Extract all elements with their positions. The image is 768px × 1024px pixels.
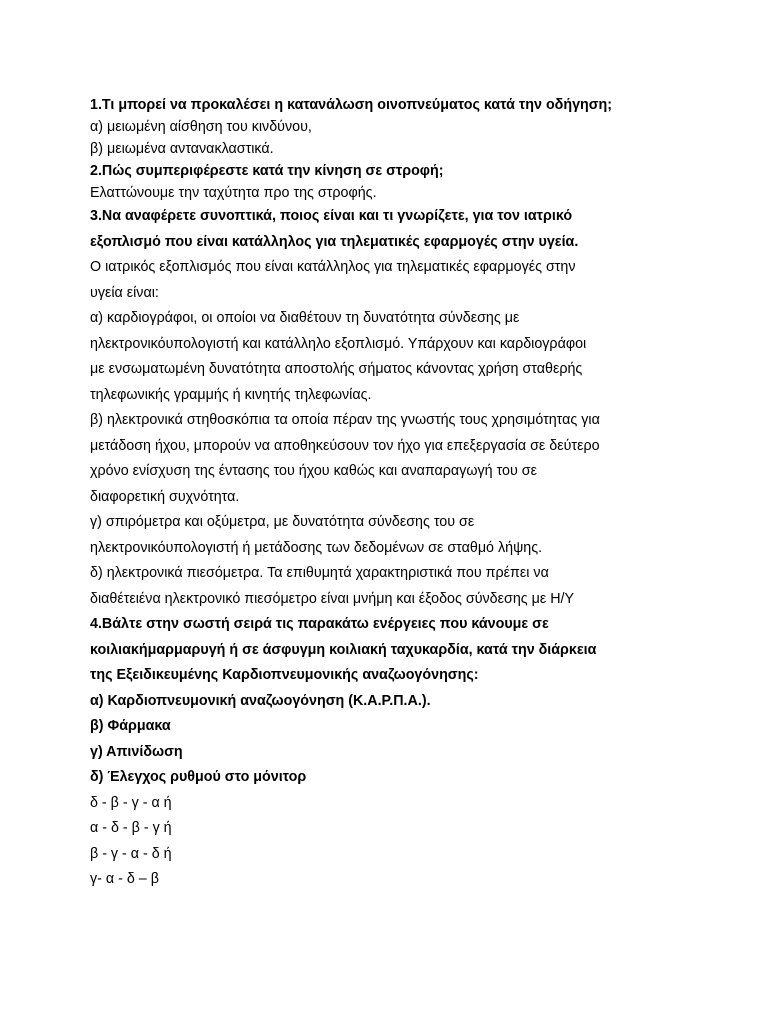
question-4-option-c: γ) Απινίδωση [90, 743, 183, 760]
question-4-choice: δ - β - γ - α ή [90, 794, 172, 811]
question-3-answer-line: μετάδοση ήχου, μπορούν να αποθηκεύσουν τον ήχο για επεξεργασία σε δεύτερο [90, 437, 600, 454]
question-4-option-d: δ) Έλεγχος ρυθμού στο μόνιτορ [90, 769, 307, 785]
question-3-title-line: 3.Να αναφέρετε συνοπτικά, ποιος είναι και τι γνωρίζετε, για τον ιατρικό [90, 208, 573, 224]
question-4-choice: γ- α - δ – β [90, 871, 159, 887]
question-4-title-line: της Εξειδικευμένης Καρδιοπνευμονικής αναζωογόνησης: [90, 667, 479, 683]
question-4-option-b: β) Φάρμακα [90, 718, 171, 734]
question-3-answer-line: ηλεκτρονικόυπολογιστή ή μετάδοσης των δεδομένων σε σταθμό λήψης. [90, 539, 543, 556]
question-3-answer-line: ηλεκτρονικόυπολογιστή και κατάλληλο εξοπλισμό. Υπάρχουν και καρδιογράφοι [90, 335, 587, 352]
question-3-answer-line: υγεία είναι: [90, 284, 159, 301]
document-page [90, 94, 690, 893]
question-3-answer-line: χρόνο ενίσχυση της έντασης του ήχου καθώς και αναπαραγωγή του σε [90, 463, 537, 479]
question-2-answer: Ελαττώνουμε την ταχύτητα προ της στροφής. [90, 185, 377, 201]
question-3-answer-line: Ο ιατρικός εξοπλισμός που είναι κατάλληλος για τηλεματικές εφαρμογές στην [90, 259, 576, 275]
question-1-answer-b: β) μειωμένα αντανακλαστικά. [90, 141, 274, 157]
question-4-title-line: 4.Βάλτε στην σωστή σειρά τις παρακάτω ενέργειες που κάνουμε σε [90, 616, 549, 632]
question-3-answer-line: γ) σπιρόμετρα και οξύμετρα, με δυνατότητα σύνδεσης του σε [90, 514, 475, 530]
question-4-choice: α - δ - β - γ ή [90, 820, 172, 836]
question-1-title: 1.Τι μπορεί να προκαλέσει η κατανάλωση οινοπνεύματος κατά την οδήγηση; [90, 97, 613, 113]
question-4-option-a: α) Καρδιοπνευμονική αναζωογόνηση (Κ.Α.Ρ.Π.Α.). [90, 692, 431, 709]
question-1-answer-a: α) μειωμένη αίσθηση του κινδύνου, [90, 119, 312, 135]
question-3-title-line: εξοπλισμό που είναι κατάλληλος για τηλεματικές εφαρμογές στην υγεία. [90, 233, 579, 250]
question-3-answer-line: διαθέτειένα ηλεκτρονικό πιεσόμετρο είναι μνήμη και έξοδος σύνδεσης με Η/Υ [90, 590, 575, 607]
question-3-answer-line: α) καρδιογράφοι, οι οποίοι να διαθέτουν τη δυνατότητα σύνδεσης με [90, 310, 520, 326]
question-4-choice: β - γ - α - δ ή [90, 845, 172, 862]
question-3-answer-line: τηλεφωνικής γραμμής ή κινητής τηλεφωνίας. [90, 386, 372, 403]
question-2-title: 2.Πώς συμπεριφέρεστε κατά την κίνηση σε στροφή; [90, 163, 444, 179]
question-3-answer-line: με ενσωματωμένη δυνατότητα αποστολής σήματος κάνοντας χρήση σταθερής [90, 361, 583, 377]
question-3-answer-line: β) ηλεκτρονικά στηθοσκόπια τα οποία πέραν της γνωστής τους χρησιμότητας για [90, 412, 600, 428]
question-4-title-line: κοιλιακήμαρμαρυγή ή σε άσφυγμη κοιλιακή ταχυκαρδία, κατά την διάρκεια [90, 641, 597, 658]
question-3-answer-line: δ) ηλεκτρονικά πιεσόμετρα. Τα επιθυμητά χαρακτηριστικά που πρέπει να [90, 565, 549, 581]
question-3-answer-line: διαφορετική συχνότητα. [90, 488, 240, 505]
